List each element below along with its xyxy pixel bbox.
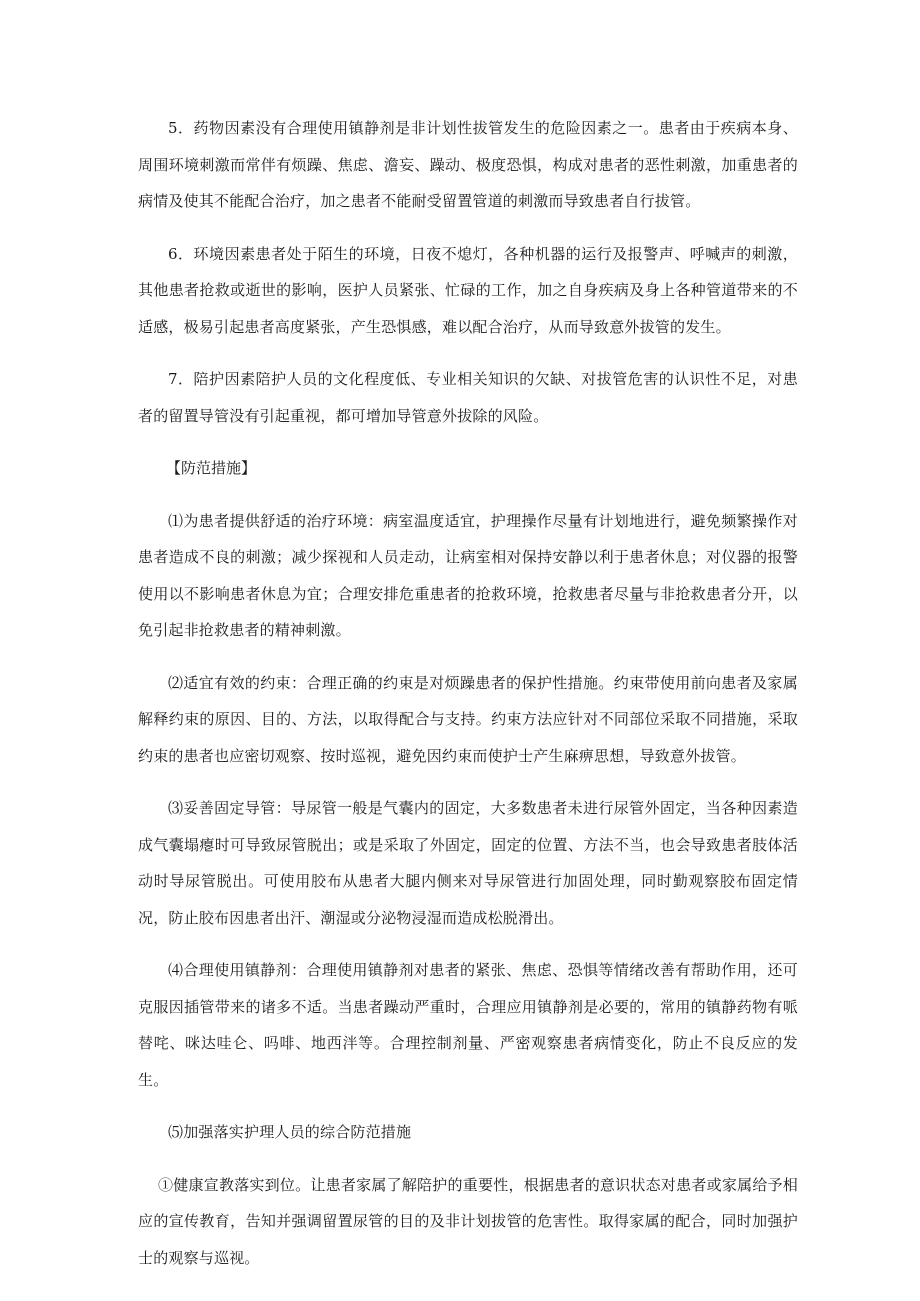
document-page [138, 110, 798, 1292]
paragraph-measure-5-item-1: ①健康宣教落实到位。让患者家属了解陪护的重要性，根据患者的意识状态对患者或家属给予相应的宣传教育，告知并强调留置尿管的目的及非计划拔管的危害性。取得家属的配合，同时加强护士的观察与巡视。 [138, 1175, 798, 1267]
paragraph-measure-3: ⑶妥善固定导管：导尿管一般是气囊内的固定，大多数患者未进行尿管外固定，当各种因素造成气囊塌瘪时可导致尿管脱出；或是采取了外固定，固定的位置、方法不当，也会导致患者肢体活动时导尿管脱出。可使用胶布从患者大腿内侧来对导尿管进行加固处理，同时勤观察胶布固定情况，防止胶布因患者出汗、潮湿或分泌物浸湿而造成松脱滑出。 [138, 799, 798, 927]
paragraph-measure-5: ⑸加强落实护理人员的综合防范措施 [168, 1123, 412, 1141]
paragraph-escort-factor: 7．陪护因素陪护人员的文化程度低、专业相关知识的欠缺、对拔管危害的认识性不足，对患者的留置导管没有引起重视，都可增加导管意外拔除的风险。 [138, 370, 798, 425]
paragraph-measure-2: ⑵适宜有效的约束：合理正确的约束是对烦躁患者的保护性措施。约束带使用前向患者及家属解释约束的原因、目的、方法，以取得配合与支持。约束方法应针对不同部位采取不同措施，采取约束的患者也应密切观察、按时巡视，避免因约束而使护士产生麻痹思想，导致意外拔管。 [138, 673, 798, 765]
section-heading-prevention: 【防范措施】 [166, 459, 257, 477]
paragraph-drug-factor: 5．药物因素没有合理使用镇静剂是非计划性拔管发生的危险因素之一。患者由于疾病本身、周围环境刺激而常伴有烦躁、焦虑、澹妄、躁动、极度恐惧，构成对患者的恶性刺激，加重患者的病情及使其不能配合治疗，加之患者不能耐受留置管道的刺激而导致患者自行拔管。 [138, 119, 798, 210]
paragraph-measure-4: ⑷合理使用镇静剂：合理使用镇静剂对患者的紧张、焦虑、恐惧等情绪改善有帮助作用，还可克服因插管带来的诸多不适。当患者躁动严重时，合理应用镇静剂是必要的，常用的镇静药物有哌替咤、咪达哇仑、吗啡、地西泮等。合理控制剂量、严密观察患者病情变化，防止不良反应的发生。 [138, 961, 798, 1089]
paragraph-measure-1: ⑴为患者提供舒适的治疗环境：病室温度适宜，护理操作尽量有计划地进行，避免频繁操作对患者造成不良的刺激；减少探视和人员走动，让病室相对保持安静以利于患者休息；对仪器的报警使用以不影响患者休息为宜；合理安排危重患者的抢救环境，抢救患者尽量与非抢救患者分开，以免引起非抢救患者的精神刺激。 [138, 511, 798, 639]
paragraph-environment-factor: 6．环境因素患者处于陌生的环境，日夜不熄灯，各种机器的运行及报警声、呼喊声的刺激，其他患者抢救或逝世的影响，医护人员紧张、忙碌的工作，加之自身疾病及身上各种管道带来的不适感，极易引起患者高度紧张，产生恐惧感，难以配合治疗，从而导致意外拔管的发生。 [138, 244, 798, 336]
